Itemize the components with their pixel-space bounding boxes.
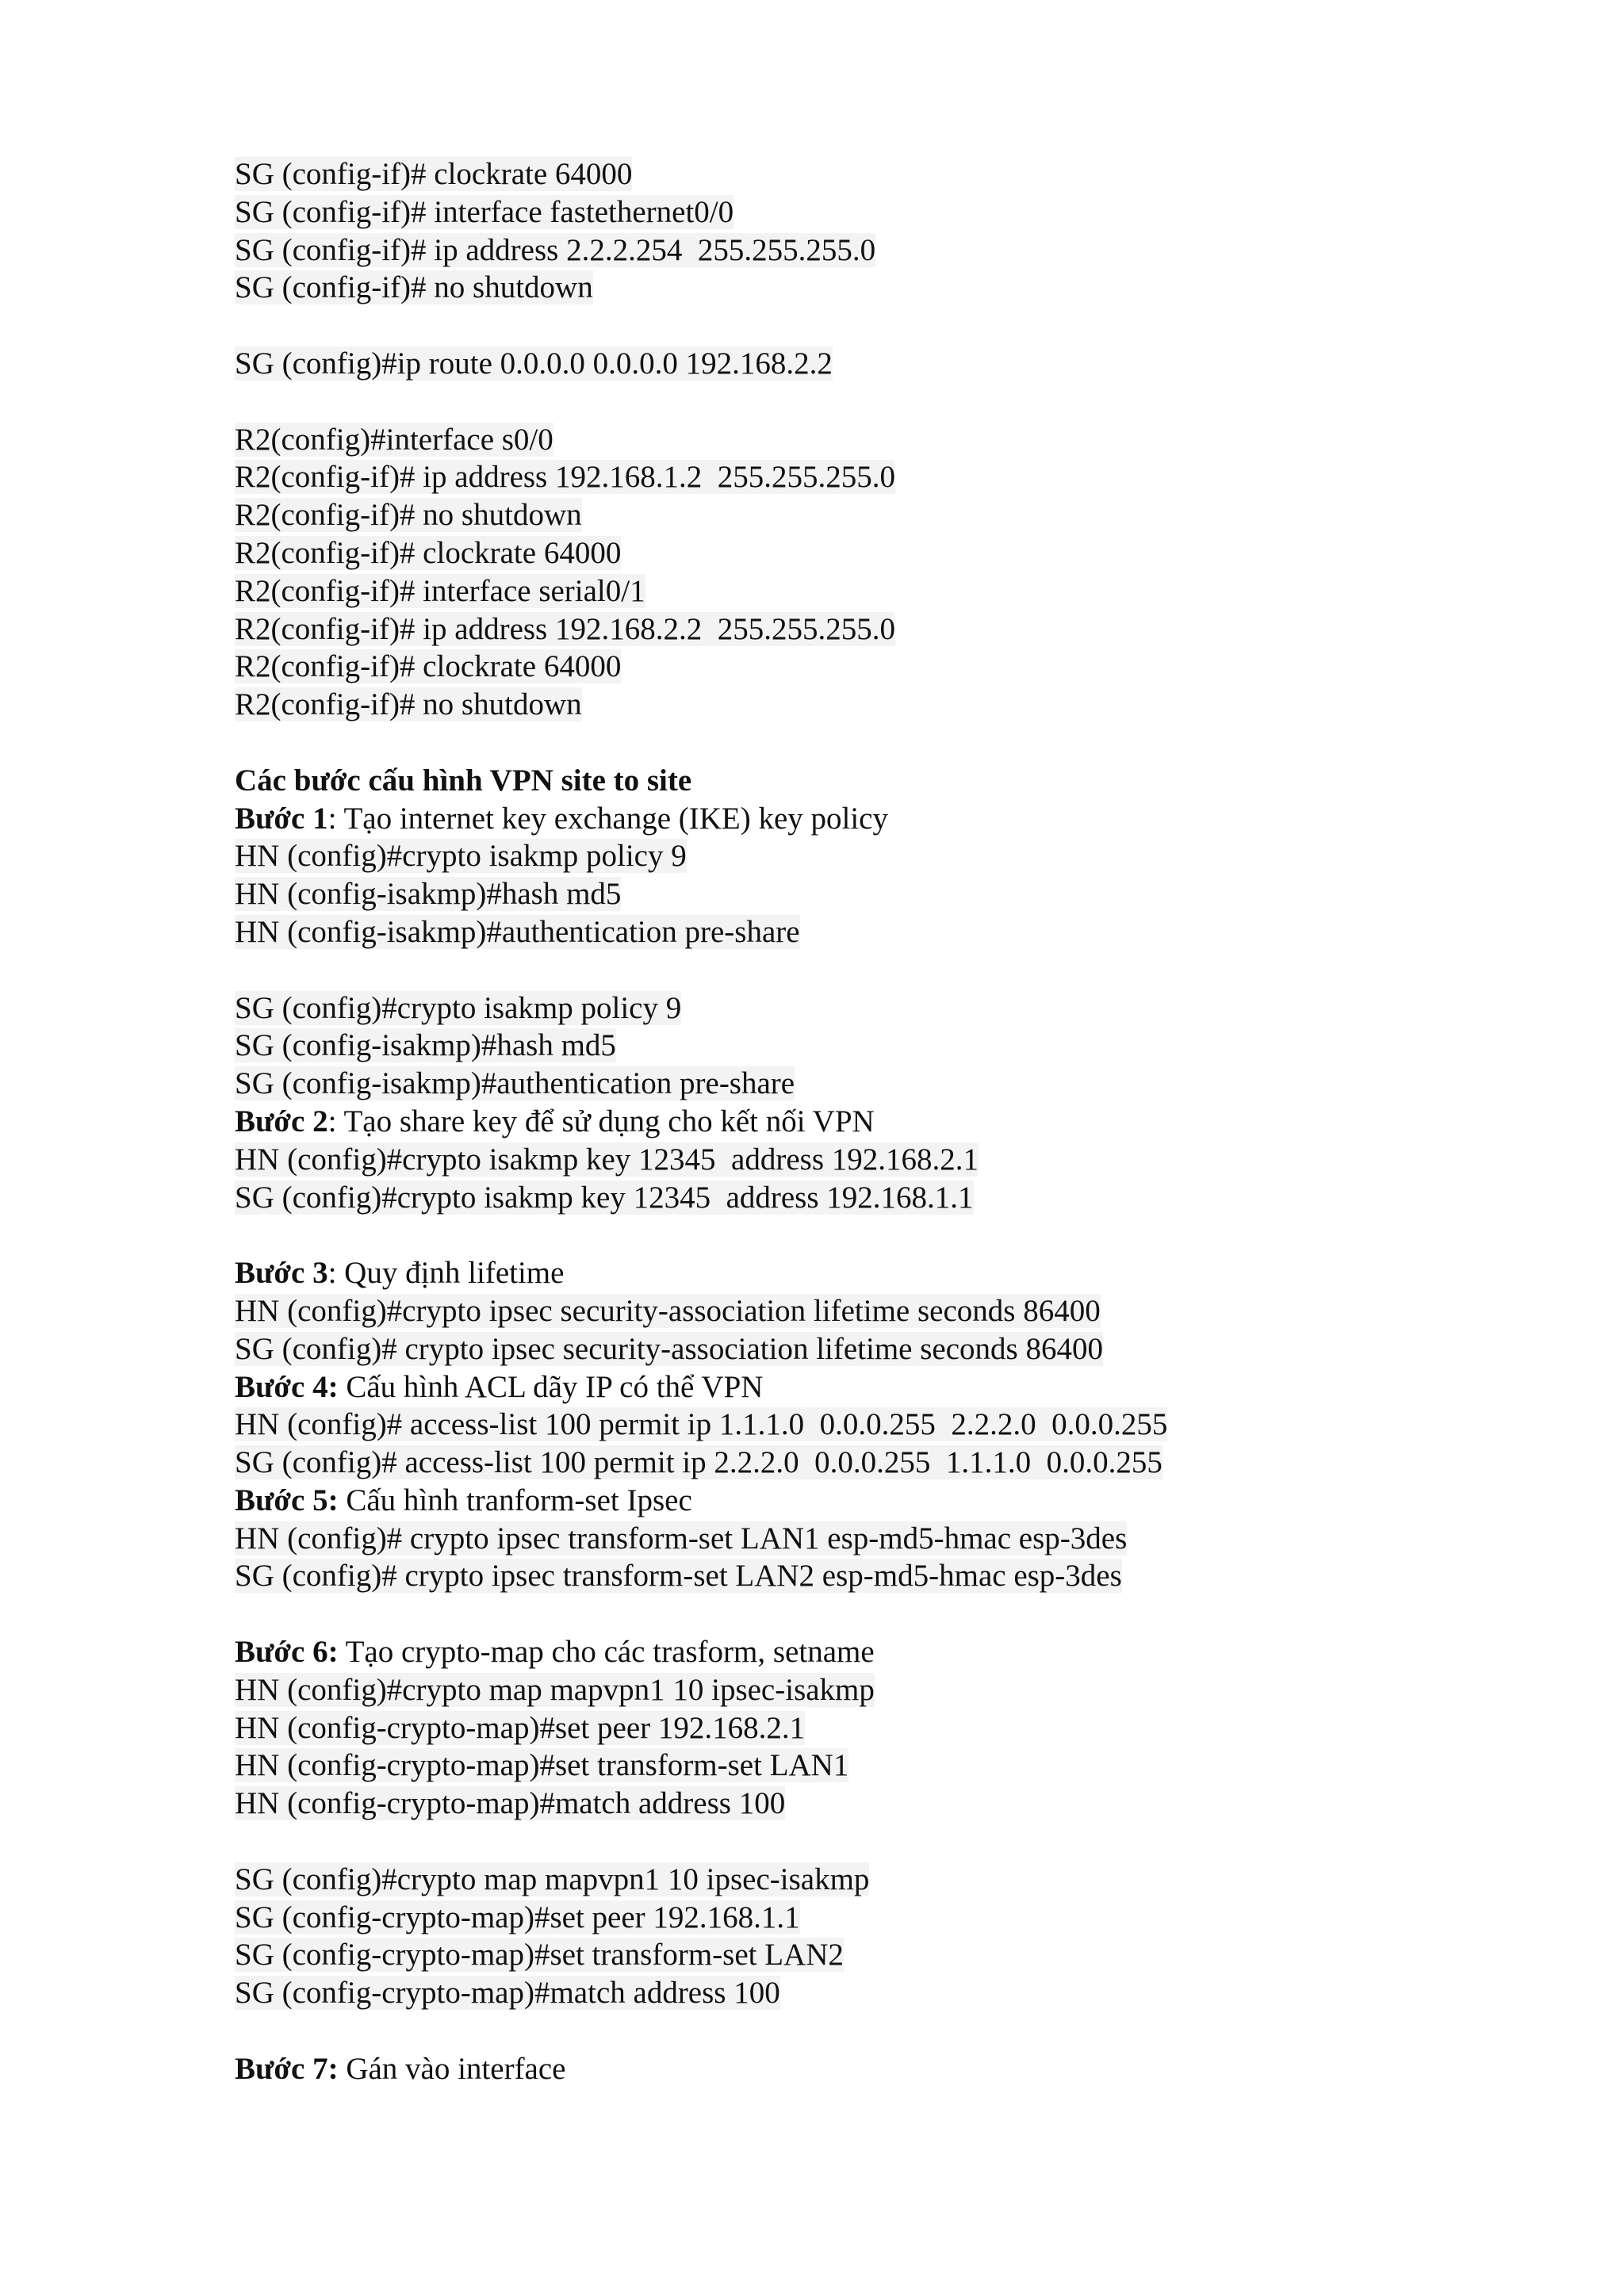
step-label: Bước 5:: [235, 1483, 339, 1517]
command-line: [235, 648, 1583, 686]
command-line: [235, 496, 1583, 534]
command-text: HN (config-isakmp)#hash md5: [235, 877, 622, 912]
step-description: : Tạo share key để sử dụng cho kết nối VPN: [327, 1104, 875, 1138]
command-text: SG (config)#crypto isakmp key 12345 address 192.168.1.1: [235, 1180, 974, 1215]
command-text: SG (config)# crypto ipsec security-association lifetime seconds 86400: [235, 1331, 1103, 1366]
command-text: HN (config)#crypto isakmp policy 9: [235, 839, 687, 874]
step-description: : Tạo internet key exchange (IKE) key policy: [327, 801, 888, 836]
command-line: [235, 1709, 1583, 1747]
step-heading: [235, 1633, 1583, 1671]
step-description: Cấu hình tranform-set Ipsec: [338, 1483, 692, 1517]
step-label: Bước 6:: [235, 1635, 339, 1670]
command-text: SG (config-if)# no shutdown: [235, 270, 593, 305]
command-line: [235, 193, 1583, 232]
step-description: Tạo crypto-map cho các trasform, setname: [338, 1635, 875, 1670]
command-line: [235, 1520, 1583, 1558]
command-text: R2(config-if)# no shutdown: [235, 687, 582, 722]
command-text: SG (config-isakmp)#authentication pre-share: [235, 1066, 795, 1101]
command-text: SG (config-if)# ip address 2.2.2.254 255.255.255.0: [235, 232, 876, 267]
command-line: [235, 1292, 1583, 1330]
step-description: Gán vào interface: [338, 2051, 566, 2086]
command-text: SG (config)#crypto isakmp policy 9: [235, 990, 682, 1025]
command-line: [235, 534, 1583, 572]
step-description: : Quy định lifetime: [327, 1256, 565, 1291]
command-text: HN (config-crypto-map)#set transform-set LAN1: [235, 1748, 849, 1783]
command-text: HN (config)#crypto map mapvpn1 10 ipsec-isakmp: [235, 1672, 875, 1707]
command-line: [235, 610, 1583, 649]
command-text: R2(config-if)# clockrate 64000: [235, 649, 622, 684]
command-line: [235, 837, 1583, 875]
step-label: Bước 4:: [235, 1369, 339, 1404]
command-line: [235, 1785, 1583, 1823]
blank-line: [235, 1823, 1583, 1861]
command-line: [235, 1671, 1583, 1709]
section-heading: Các bước cấu hình VPN site to site: [235, 763, 692, 798]
step-heading: [235, 1482, 1583, 1520]
command-line: [235, 572, 1583, 610]
command-line: [235, 1027, 1583, 1065]
command-line: [235, 1747, 1583, 1785]
command-text: SG (config)#crypto map mapvpn1 10 ipsec-isakmp: [235, 1862, 870, 1896]
command-text: HN (config)#crypto isakmp key 12345 address 192.168.2.1: [235, 1142, 979, 1177]
command-line: [235, 1936, 1583, 1974]
command-line: [235, 1861, 1583, 1899]
step-label: Bước 2: [235, 1104, 328, 1138]
command-text: HN (config)# access-list 100 permit ip 1.1.1.0 0.0.0.255 2.2.2.0 0.0.0.255: [235, 1407, 1168, 1442]
command-text: SG (config)#ip route 0.0.0.0 0.0.0.0 192.168.2.2: [235, 346, 833, 381]
command-text: SG (config-isakmp)#hash md5: [235, 1028, 616, 1063]
command-text: R2(config-if)# ip address 192.168.2.2 255.255.255.0: [235, 611, 895, 646]
command-text: HN (config-crypto-map)#set peer 192.168.2.1: [235, 1710, 806, 1745]
blank-line: [235, 1216, 1583, 1254]
command-line: [235, 1557, 1583, 1595]
blank-line: [235, 724, 1583, 762]
command-text: SG (config-crypto-map)#match address 100: [235, 1976, 780, 2011]
command-text: SG (config-if)# interface fastethernet0/0: [235, 194, 734, 229]
command-text: R2(config)#interface s0/0: [235, 422, 553, 457]
step-heading: [235, 1368, 1583, 1406]
blank-line: [235, 307, 1583, 345]
command-line: [235, 1406, 1583, 1444]
document-body: [235, 155, 1583, 2088]
command-line: [235, 269, 1583, 307]
command-line: [235, 1444, 1583, 1482]
command-line: [235, 913, 1583, 951]
command-line: [235, 1179, 1583, 1217]
blank-line: [235, 383, 1583, 421]
blank-line: [235, 951, 1583, 989]
command-line: [235, 1330, 1583, 1368]
command-line: [235, 458, 1583, 496]
command-line: [235, 345, 1583, 383]
command-line: [235, 989, 1583, 1027]
blank-line: [235, 2012, 1583, 2050]
command-line: [235, 1899, 1583, 1937]
command-line: [235, 155, 1583, 193]
step-heading: [235, 2050, 1583, 2088]
command-line: [235, 1141, 1583, 1179]
command-text: SG (config-crypto-map)#set peer 192.168.1.1: [235, 1900, 800, 1934]
command-line: [235, 1065, 1583, 1103]
step-heading: [235, 1254, 1583, 1292]
command-text: HN (config-crypto-map)#match address 100: [235, 1786, 786, 1821]
step-label: Bước 3: [235, 1256, 328, 1291]
blank-line: [235, 1595, 1583, 1633]
step-description: Cấu hình ACL dãy IP có thể VPN: [338, 1369, 764, 1404]
command-text: R2(config-if)# ip address 192.168.1.2 255.255.255.0: [235, 460, 895, 495]
step-heading: [235, 1103, 1583, 1141]
command-line: [235, 875, 1583, 913]
command-line: [235, 686, 1583, 724]
command-text: R2(config-if)# interface serial0/1: [235, 573, 645, 608]
command-text: R2(config-if)# clockrate 64000: [235, 535, 622, 570]
command-line: [235, 421, 1583, 459]
command-text: SG (config-if)# clockrate 64000: [235, 157, 633, 191]
step-label: Bước 7:: [235, 2051, 339, 2086]
command-text: R2(config-if)# no shutdown: [235, 498, 582, 533]
step-heading: [235, 800, 1583, 838]
command-text: HN (config)#crypto ipsec security-association lifetime seconds 86400: [235, 1293, 1101, 1328]
command-text: SG (config)# crypto ipsec transform-set LAN2 esp-md5-hmac esp-3des: [235, 1559, 1122, 1594]
command-text: HN (config-isakmp)#authentication pre-share: [235, 914, 800, 949]
command-text: HN (config)# crypto ipsec transform-set LAN1 esp-md5-hmac esp-3des: [235, 1521, 1128, 1556]
step-label: Bước 1: [235, 801, 328, 836]
command-text: SG (config)# access-list 100 permit ip 2.2.2.0 0.0.0.255 1.1.1.0 0.0.0.255: [235, 1445, 1162, 1480]
command-text: SG (config-crypto-map)#set transform-set LAN2: [235, 1938, 844, 1973]
command-line: [235, 1974, 1583, 2012]
command-line: [235, 232, 1583, 270]
